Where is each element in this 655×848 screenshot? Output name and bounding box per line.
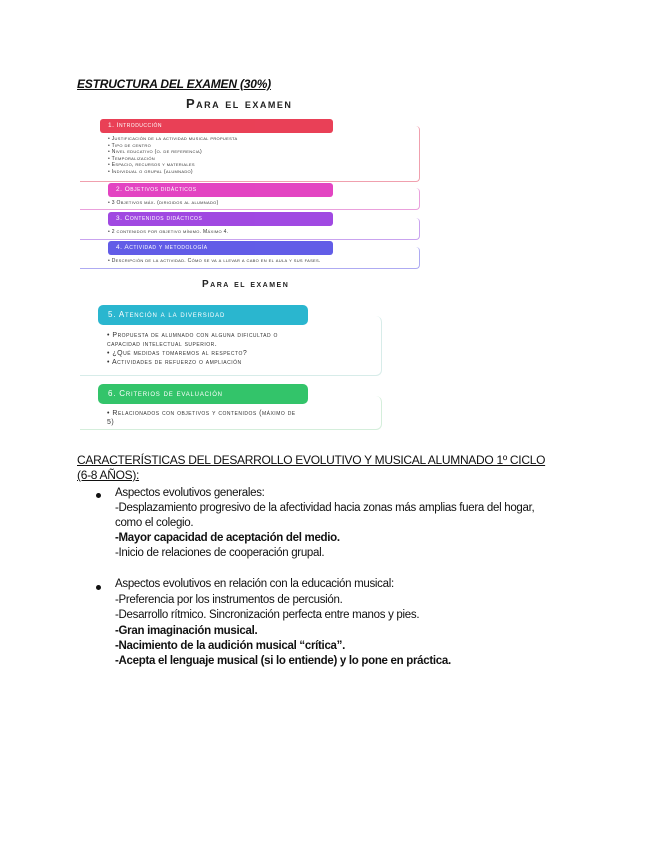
figure-2-item: capacidad intelectual superior. bbox=[107, 341, 218, 348]
figure-1-bar-1: 1. Introducción bbox=[100, 119, 333, 133]
figure-2-item: • Actividades de refuerzo o ampliación bbox=[107, 359, 242, 366]
section-title-line-2: (6-8 AÑOS): bbox=[77, 468, 140, 482]
figure-1-item: • Tipo de centro bbox=[108, 142, 152, 149]
figure-1-bar-2: 2. Objetivos didácticos bbox=[108, 183, 333, 197]
bullet-label: Aspectos evolutivos generales: bbox=[115, 487, 265, 499]
figure-1-item: • Justificación de la actividad musical propuesta bbox=[108, 136, 238, 142]
figure-1-item: • Nivel educativo (o. de referencia) bbox=[108, 149, 202, 155]
list-line: -Mayor capacidad de aceptación del medio. bbox=[115, 532, 340, 544]
figure-2-bar-6: 6. Criterios de evaluación bbox=[98, 384, 308, 404]
figure-1-item: • Descripción de la actividad. Cómo se va a llevar a cabo en el aula y sus fases. bbox=[108, 258, 321, 264]
list-line: -Acepta el lenguaje musical (si lo entiende) y lo pone en práctica. bbox=[115, 655, 451, 667]
section-title bbox=[77, 453, 577, 483]
figure-1-bar-3: 3. Contenidos didácticos bbox=[108, 212, 333, 226]
figure-1-item: • Individual o grupal (alumnado) bbox=[108, 168, 193, 175]
figure-2-item: • Relacionados con objetivos y contenidos (máximo de bbox=[107, 410, 296, 417]
list-line: como el colegio. bbox=[115, 517, 194, 529]
figure-1-item: • 2 contenidos por objetivo mínimo. Máximo 4. bbox=[108, 229, 229, 235]
figure-1-item: • Espacio, recursos y materiales bbox=[108, 162, 195, 168]
page-heading: ESTRUCTURA DEL EXAMEN (30%) bbox=[77, 77, 271, 91]
section-title-line-1: CARACTERÍSTICAS DEL DESARROLLO EVOLUTIVO Y MUSICAL ALUMNADO 1º CICLO bbox=[77, 453, 546, 467]
figure-2-bar-5: 5. Atención a la diversidad bbox=[98, 305, 308, 325]
list-line: -Desplazamiento progresivo de la afectividad hacia zonas más amplias fuera del hogar, bbox=[115, 502, 535, 514]
figure-2-item: • ¿Qué medidas tomaremos al respecto? bbox=[107, 350, 248, 357]
list-line: -Gran imaginación musical. bbox=[115, 625, 258, 637]
figure-1-bar-4: 4. Actividad y metodología bbox=[108, 241, 333, 255]
figure-1-title: Para el examen bbox=[186, 96, 293, 111]
figure-1-item: • Temporalización bbox=[108, 155, 155, 162]
figure-2-title: Para el examen bbox=[202, 279, 290, 290]
figure-1-item: • 3 Objetivos máx. (dirigidos al alumnado) bbox=[108, 200, 219, 206]
bullet-icon bbox=[96, 585, 101, 590]
list-line: -Inicio de relaciones de cooperación grupal. bbox=[115, 547, 325, 559]
list-line: -Nacimiento de la audición musical “crítica”. bbox=[115, 640, 345, 652]
list-line: -Preferencia por los instrumentos de percusión. bbox=[115, 594, 343, 606]
bullet-label: Aspectos evolutivos en relación con la educación musical: bbox=[115, 578, 394, 590]
bullet-icon bbox=[96, 493, 101, 498]
figure-2-item: • Propuesta de alumnado con alguna dificultad o bbox=[107, 332, 278, 339]
list-line: -Desarrollo rítmico. Sincronización perfecta entre manos y pies. bbox=[115, 609, 420, 621]
figure-2-item: 5) bbox=[107, 419, 115, 426]
